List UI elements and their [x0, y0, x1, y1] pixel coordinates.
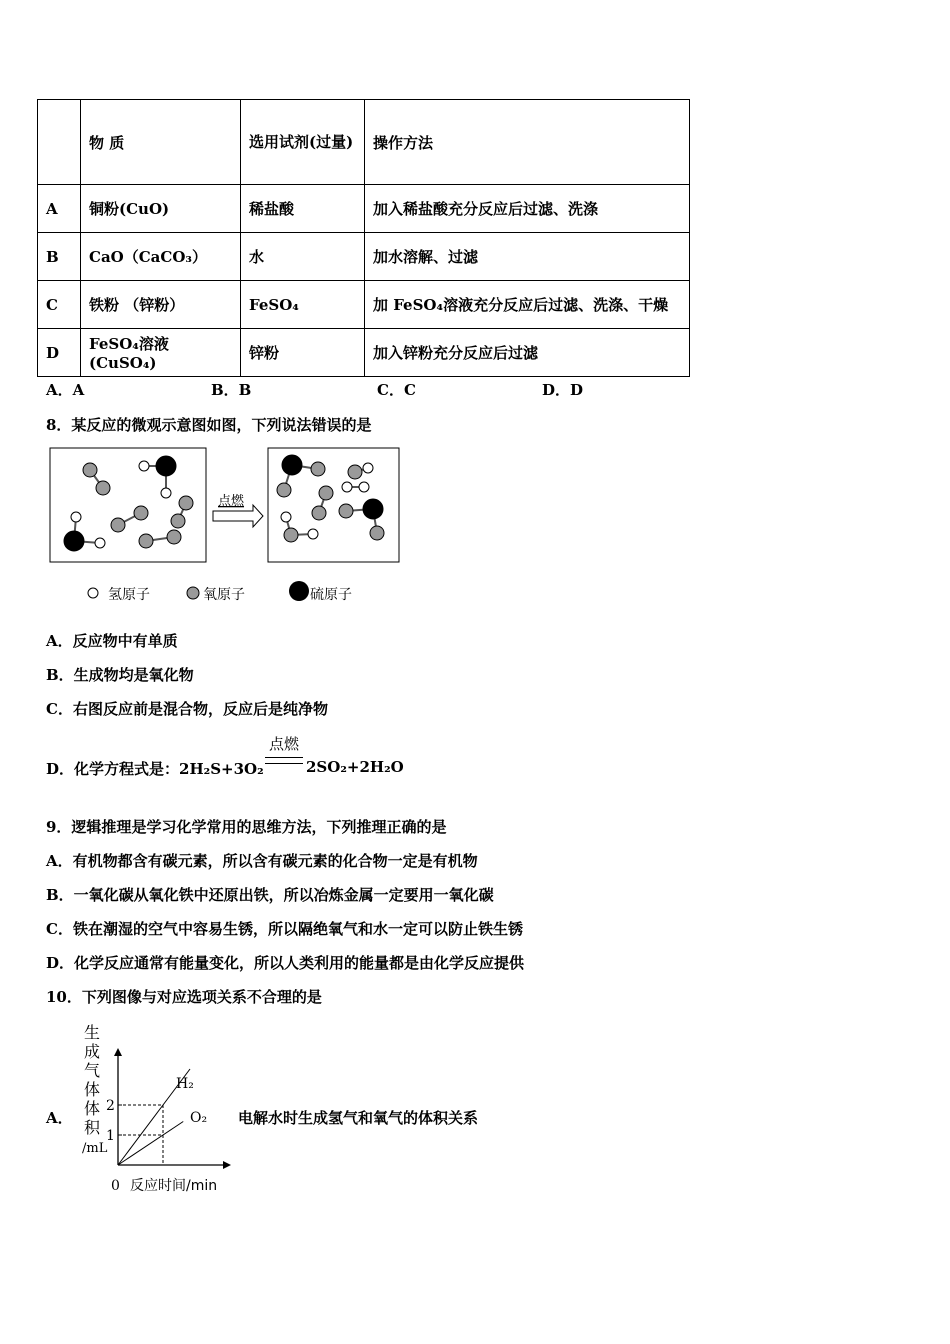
- y-label-char: 生: [84, 1023, 101, 1042]
- equation-left: 2H₂S+3O₂: [179, 760, 264, 778]
- sulfur-atom: [363, 499, 383, 519]
- hydrogen-atom: [281, 512, 291, 522]
- oxygen-atom: [370, 526, 384, 540]
- row-reagent: 水: [241, 233, 365, 281]
- hydrogen-atom: [71, 512, 81, 522]
- row-reagent: 稀盐酸: [241, 185, 365, 233]
- y-label-char: /mL: [82, 1141, 108, 1156]
- row-label: B: [38, 233, 81, 281]
- y-label-char: 成: [84, 1042, 101, 1061]
- y-label-char: 气: [84, 1061, 101, 1080]
- q7-option-b: B．B: [211, 381, 252, 399]
- q7-option-d: D．D: [542, 381, 584, 399]
- row-method: 加入稀盐酸充分反应后过滤、洗涤: [365, 185, 690, 233]
- oxygen-atom: [319, 486, 333, 500]
- table-header-row: [38, 100, 690, 185]
- row-substance: CaO（CaCO₃）: [81, 233, 241, 281]
- q9-option-b: B．一氧化碳从氧化铁中还原出铁，所以冶炼金属一定要用一氧化碳: [46, 886, 494, 904]
- series-label: O₂: [190, 1110, 208, 1126]
- option-d-prefix: D．化学方程式是：: [46, 760, 180, 778]
- table-row: [38, 233, 690, 281]
- row-label: D: [38, 329, 81, 377]
- row-method: 加水溶解、过滤: [365, 233, 690, 281]
- oxygen-atom: [83, 463, 97, 477]
- header-substance: 物 质: [81, 100, 241, 185]
- y-label-char: 积: [84, 1118, 101, 1137]
- series-label: H₂: [176, 1076, 194, 1092]
- row-method: 加入锌粉充分反应后过滤: [365, 329, 690, 377]
- sulfur-legend-icon: [288, 580, 310, 602]
- hydrogen-atom: [161, 488, 171, 498]
- reaction-diagram: [48, 445, 408, 570]
- row-reagent: FeSO₄: [241, 281, 365, 329]
- gas-volume-chart: [78, 1020, 238, 1198]
- sulfur-atom: [64, 531, 84, 551]
- q8-option-b: B．生成物均是氧化物: [46, 666, 194, 684]
- header-method: 操作方法: [365, 100, 690, 185]
- oxygen-atom: [284, 528, 298, 542]
- oxygen-atom: [111, 518, 125, 532]
- q9-stem: 9．逻辑推理是学习化学常用的思维方法，下列推理正确的是: [46, 818, 447, 836]
- q8-stem: 8．某反应的微观示意图如图，下列说法错误的是: [46, 416, 372, 434]
- equation-equals: [265, 757, 303, 764]
- hydrogen-atom: [359, 482, 369, 492]
- row-label: C: [38, 281, 81, 329]
- header-cell-empty: [38, 100, 81, 185]
- legend-oxygen: 氧原子: [203, 587, 245, 603]
- row-label: A: [38, 185, 81, 233]
- q10-option-a-desc: 电解水时生成氢气和氧气的体积关系: [238, 1109, 479, 1127]
- q10-option-a-label: A．: [46, 1109, 73, 1127]
- oxygen-atom: [171, 514, 185, 528]
- equation-right: 2SO₂+2H₂O: [306, 758, 404, 776]
- oxygen-atom: [348, 465, 362, 479]
- oxygen-atom: [277, 483, 291, 497]
- oxygen-atom: [134, 506, 148, 520]
- oxygen-legend-icon: [185, 584, 201, 600]
- q8-option-a: A．反应物中有单质: [46, 632, 178, 650]
- row-method: 加 FeSO₄溶液充分反应后过滤、洗涤、干燥: [365, 281, 690, 329]
- y-axis-arrow-icon: [114, 1048, 122, 1056]
- table-row: [38, 185, 690, 233]
- arrow-label: 点燃: [218, 494, 245, 509]
- q9-option-a: A．有机物都含有碳元素，所以含有碳元素的化合物一定是有机物: [46, 852, 478, 870]
- q7-option-a: A．A: [46, 381, 85, 399]
- row-substance: 铜粉(CuO): [81, 185, 241, 233]
- hydrogen-atom: [342, 482, 352, 492]
- y-tick-label: 1: [106, 1128, 115, 1144]
- hydrogen-atom: [363, 463, 373, 473]
- origin-label: 0: [111, 1178, 120, 1194]
- table-row: [38, 329, 690, 377]
- row-substance: 铁粉 （锌粉）: [81, 281, 241, 329]
- oxygen-atom: [179, 496, 193, 510]
- q10-stem: 10．下列图像与对应选项关系不合理的是: [46, 988, 322, 1006]
- x-axis-arrow-icon: [223, 1161, 231, 1169]
- oxygen-atom: [96, 481, 110, 495]
- q7-option-c: C．C: [377, 381, 416, 399]
- q9-option-d: D．化学反应通常有能量变化，所以人类利用的能量都是由化学反应提供: [46, 954, 525, 972]
- row-substance: FeSO₄溶液(CuSO₄): [81, 329, 241, 377]
- series-line: [118, 1122, 183, 1166]
- row-reagent: 锌粉: [241, 329, 365, 377]
- sulfur-atom: [282, 455, 302, 475]
- oxygen-atom: [139, 534, 153, 548]
- y-tick-label: 2: [106, 1098, 115, 1114]
- oxygen-atom: [339, 504, 353, 518]
- table-row: [38, 281, 690, 329]
- x-axis-label: 反应时间/min: [130, 1178, 218, 1194]
- hydrogen-legend-icon: [86, 584, 100, 600]
- oxygen-atom: [167, 530, 181, 544]
- q9-option-c: C．铁在潮湿的空气中容易生锈，所以隔绝氧气和水一定可以防止铁生锈: [46, 920, 523, 938]
- sulfur-atom: [156, 456, 176, 476]
- header-reagent: 选用试剂(过量): [241, 100, 365, 185]
- y-label-char: 体: [84, 1080, 101, 1099]
- legend-sulfur: 硫原子: [310, 587, 352, 603]
- y-label-char: 体: [84, 1099, 101, 1118]
- legend-hydrogen: 氢原子: [108, 587, 150, 603]
- hydrogen-atom: [139, 461, 149, 471]
- q8-option-d: [46, 758, 264, 779]
- q7-table: [37, 99, 690, 377]
- hydrogen-atom: [95, 538, 105, 548]
- q8-option-c: C．右图反应前是混合物，反应后是纯净物: [46, 700, 328, 718]
- oxygen-atom: [312, 506, 326, 520]
- oxygen-atom: [311, 462, 325, 476]
- equation-condition: 点燃: [268, 735, 299, 753]
- hydrogen-atom: [308, 529, 318, 539]
